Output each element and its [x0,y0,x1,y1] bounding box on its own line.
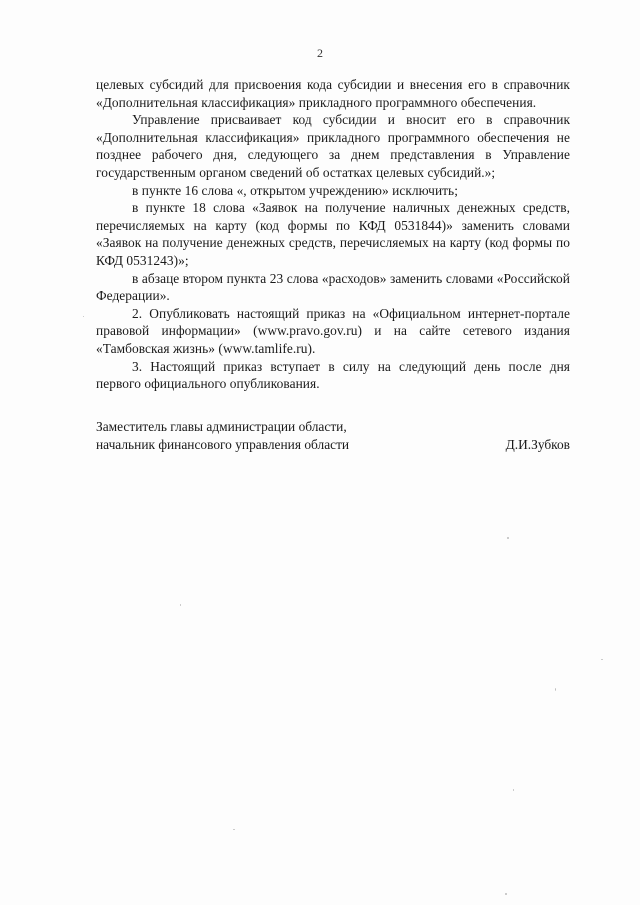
scan-speck [505,893,507,895]
signatory-name: Д.И.Зубков [505,436,570,452]
signature-block [96,418,570,453]
paragraph-item-23: в абзаце втором пункта 23 слова «расходов» заменить словами «Российской Федерации». [96,270,570,304]
paragraph-publication: 2. Опубликовать настоящий приказ на «Официальном интернет-портале правовой информации» (www.pravo.gov.ru) и на сайте сетевого издания «Тамбовская жизнь» (www.tamlife.ru). [96,305,570,356]
scan-speck [233,829,235,830]
paragraph-item-16: в пункте 16 слова «, открытом учреждению» исключить; [132,182,458,198]
paragraph-code-assignment: Управление присваивает код субсидии и вносит его в справочник «Дополнительная классификация» прикладного программного обеспечения не позднее рабочего дня, следующего за днем представления в Управление государственным органом сведений об остатках целевых субсидий.»; [96,112,570,180]
scan-speck [507,537,509,539]
scan-speck [513,789,514,791]
scan-speck [83,316,84,317]
paragraph-effective-date: 3. Настоящий приказ вступает в силу на следующий день после дня первого официального опубликования. [96,358,570,392]
scan-speck [180,604,181,606]
document-body [96,76,570,393]
signatory-position-line2: начальник финансового управления области [96,436,350,452]
scan-speck [555,688,556,691]
paragraph-item-18: в пункте 18 слова «Заявок на получение наличных денежных средств, перечисляемых на карту (код формы по КФД 0531844)» заменить словами «Заявок на получение денежных средств, перечисляемых на карту (код формы по КФД 0531243)»; [96,200,570,268]
signatory-position-line1: Заместитель главы администрации области, [96,419,347,434]
paragraph-continuation: целевых субсидий для присвоения кода субсидии и внесения его в справочник «Дополнительная классификация» прикладного программного обеспечения. [96,77,570,110]
scan-speck [601,659,603,660]
page-number: 2 [317,46,323,60]
